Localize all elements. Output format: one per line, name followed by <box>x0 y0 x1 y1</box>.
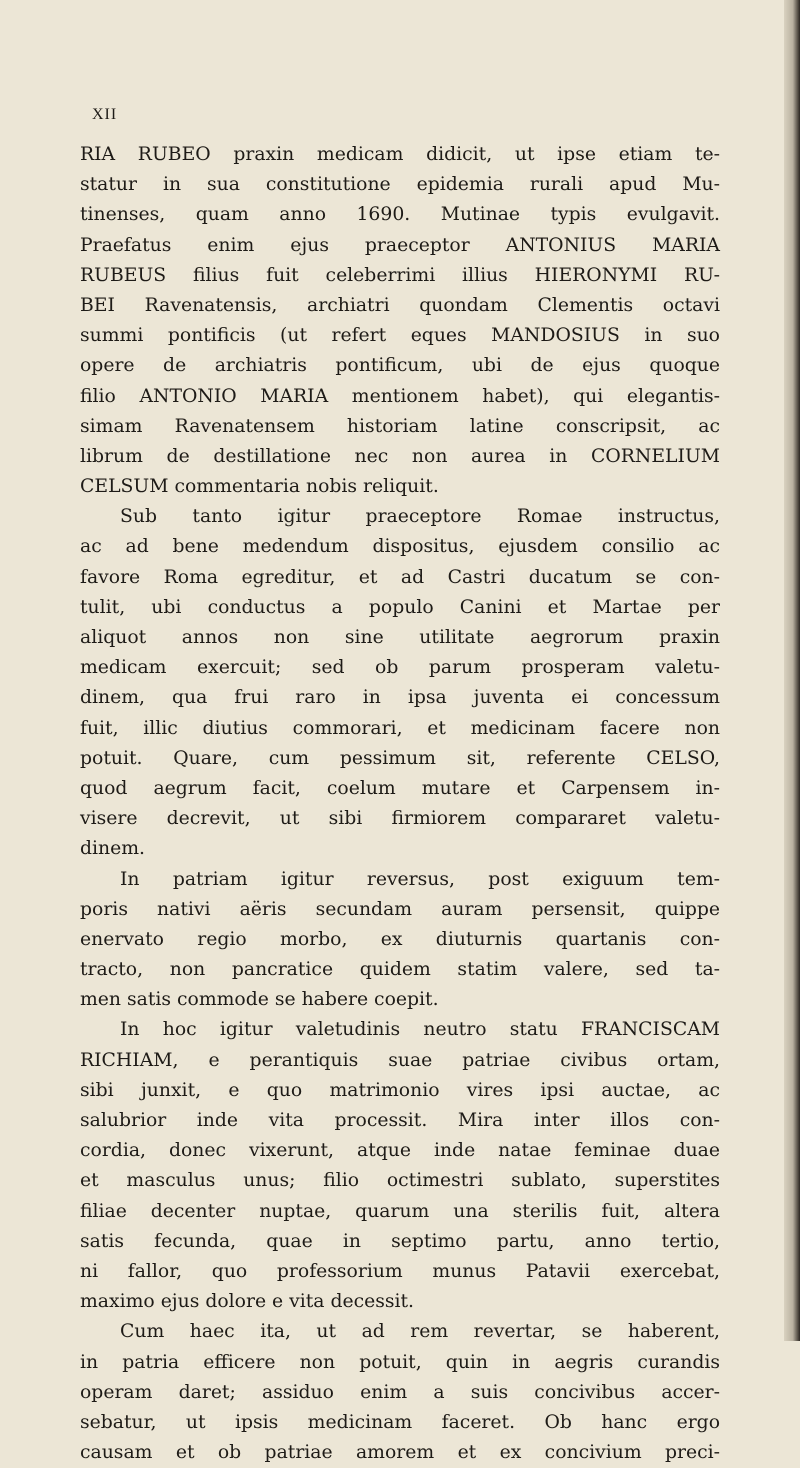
text-line: dinem, qua frui raro in ipsa juventa ei concessum <box>80 687 720 709</box>
text-line: et masculus unus; filio octimestri sublato, superstites <box>80 1170 720 1192</box>
text-line: visere decrevit, ut sibi firmiorem compararet valetu- <box>80 808 720 830</box>
text-line: men satis commode se habere coepit. <box>80 989 439 1011</box>
text-line: maximo ejus dolore e vita decessit. <box>80 1291 415 1313</box>
text-line: filiae decenter nuptae, quarum una sterilis fuit, altera <box>80 1200 720 1222</box>
text-line: fuit, illic diutius commorari, et medicinam facere non <box>80 717 720 739</box>
text-line: ni fallor, quo professorium munus Patavii exercebat, <box>80 1260 720 1282</box>
text-line: sibi junxit, e quo matrimonio vires ipsi auctae, ac <box>80 1079 720 1101</box>
text-line: CELSUM commentaria nobis reliquit. <box>80 476 439 498</box>
text-line: RICHIAM, e perantiquis suae patriae civibus ortam, <box>80 1049 720 1071</box>
text-line: causam et ob patriae amorem et ex concivium preci- <box>80 1442 720 1464</box>
text-line: cordia, donec vixerunt, atque inde natae feminae duae <box>80 1140 720 1162</box>
text-line: potuit. Quare, cum pessimum sit, referente CELSO, <box>80 747 720 769</box>
text-line: simam Ravenatensem historiam latine conscripsit, ac <box>80 415 720 437</box>
text-line: Cum haec ita, ut ad rem revertar, se haberent, <box>120 1321 720 1343</box>
text-line: RUBEUS filius fuit celeberrimi illius HIERONYMI RU- <box>80 264 720 286</box>
text-line: in patria efficere non potuit, quin in aegris curandis <box>80 1351 720 1373</box>
text-line: summi pontificis (ut refert eques MANDOSIUS in suo <box>80 325 720 347</box>
text-line: satis fecunda, quae in septimo partu, anno tertio, <box>80 1230 720 1252</box>
text-line: Sub tanto igitur praeceptore Romae instructus, <box>120 506 720 528</box>
text-line: In hoc igitur valetudinis neutro statu FRANCISCAM <box>120 1019 720 1041</box>
text-line: quod aegrum facit, coelum mutare et Carpensem in- <box>80 777 720 799</box>
text-line: operam daret; assiduo enim a suis concivibus accer- <box>80 1381 720 1403</box>
text-line: BEI Ravenatensis, archiatri quondam Clementis octavi <box>80 294 720 316</box>
page-number: XII <box>92 106 118 123</box>
text-line: poris nativi aëris secundam auram persensit, quippe <box>80 898 720 920</box>
text-line: statur in sua constitutione epidemia rurali apud Mu- <box>80 174 720 196</box>
text-body <box>80 140 720 1468</box>
text-line: tinenses, quam anno 1690. Mutinae typis evulgavit. <box>80 204 720 226</box>
text-line: salubrior inde vita processit. Mira inter illos con- <box>80 1110 720 1131</box>
text-line: Praefatus enim ejus praeceptor ANTONIUS MARIA <box>80 234 720 256</box>
text-line: filio ANTONIO MARIA mentionem habet), qui elegantis- <box>80 385 720 407</box>
text-line: sebatur, ut ipsis medicinam faceret. Ob hanc ergo <box>80 1411 720 1433</box>
text-line: tracto, non pancratice quidem statim valere, sed ta- <box>80 959 720 981</box>
text-line: In patriam igitur reversus, post exiguum tem- <box>120 868 720 890</box>
text-line: ac ad bene medendum dispositus, ejusdem consilio ac <box>80 536 720 558</box>
text-line: aliquot annos non sine utilitate aegrorum praxin <box>80 627 720 648</box>
text-line: medicam exercuit; sed ob parum prosperam valetu- <box>80 657 720 679</box>
text-line: dinem. <box>80 838 146 860</box>
text-line: enervato regio morbo, ex diuturnis quartanis con- <box>80 928 720 950</box>
text-line: opere de archiatris pontificum, ubi de ejus quoque <box>80 355 720 377</box>
page-edge-shadow <box>784 0 800 1341</box>
text-line: favore Roma egreditur, et ad Castri ducatum se con- <box>80 566 720 588</box>
text-line: librum de destillatione nec non aurea in CORNELIUM <box>80 445 720 467</box>
text-line: tulit, ubi conductus a populo Canini et Martae per <box>80 596 720 618</box>
text-line: RIA RUBEO praxin medicam didicit, ut ipse etiam te- <box>80 144 720 165</box>
